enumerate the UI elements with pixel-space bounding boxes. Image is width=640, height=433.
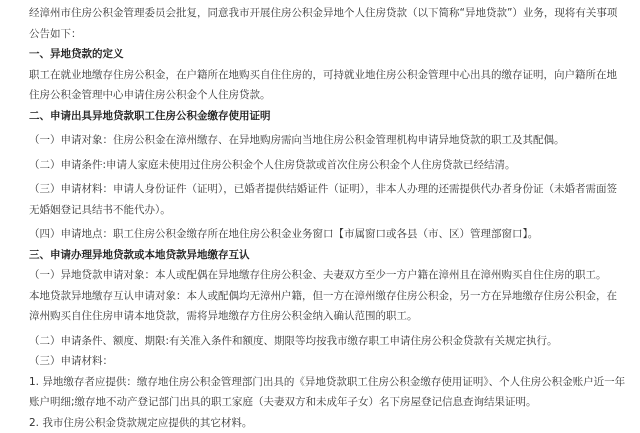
announcement-document xyxy=(0,3,640,417)
section-2-item-2: （二）申请条件:申请人家庭未使用过住房公积金个人住房贷款或首次住房公积金个人住房贷款已经结清。 xyxy=(7,155,626,176)
section-3-item-3: （二）申请条件、额度、期限:有关准入条件和额度、期限等均按我市缴存职工申请住房公积金贷款有关规定执行。 xyxy=(7,331,626,352)
section-1-heading: 一、异地贷款的定义 xyxy=(7,44,626,65)
section-2-item-3: （三）申请材料：申请人身份证件（证明），已婚者提供结婚证件（证明），非本人办理的还需提供代办者身份证（未婚者需面签无婚姻登记具结书不能代办）。 xyxy=(7,179,626,220)
section-3-item-1: （一）异地贷款申请对象：本人或配偶在异地缴存住房公积金、夫妻双方至少一方户籍在漳州且在漳州购买自住住房的职工。 xyxy=(7,265,626,286)
section-3-item-2: 本地贷款异地缴存互认申请对象：本人或配偶均无漳州户籍，但一方在漳州缴存住房公积金，另一方在异地缴存住房公积金，在漳州购买自住住房申请本地贷款，需将异地缴存方住房公积金纳入确认范围的职工。 xyxy=(7,286,626,327)
section-2-heading: 二、申请出具异地贷款职工住房公积金缴存使用证明 xyxy=(7,106,626,127)
section-3-heading: 三、申请办理异地贷款或本地贷款异地缴存互认 xyxy=(7,245,626,266)
intro-paragraph: 经漳州市住房公积金管理委员会批复，同意我市开展住房公积金异地个人住房贷款（以下简称“异地贷款”）业务，现将有关事项公告如下： xyxy=(7,3,626,44)
section-2-item-4: （四）申请地点：职工住房公积金缴存所在地住房公积金业务窗口【市属窗口或各县（市、区）管理部窗口】。 xyxy=(7,224,626,245)
section-3-item-5: 1. 异地缴存者应提供：缴存地住房公积金管理部门出具的《异地贷款职工住房公积金缴存使用证明》、个人住房公积金账户近一年账户明细;缴存地不动产登记部门出具的职工家庭（夫妻双方和未成年子女）名下房屋登记信息查询结果证明。 xyxy=(7,372,626,413)
section-3-item-4: （三）申请材料： xyxy=(7,351,626,372)
section-1-body: 职工在就业地缴存住房公积金，在户籍所在地购买自住住房的，可持就业地住房公积金管理中心出具的缴存证明，向户籍所在地住房公积金管理中心申请住房公积金个人住房贷款。 xyxy=(7,65,626,106)
section-3-item-6: 2. 我市住房公积金贷款规定应提供的其它材料。 xyxy=(7,413,626,433)
section-2-item-1: （一）申请对象：住房公积金在漳州缴存、在异地购房需向当地住房公积金管理机构申请异地贷款的职工及其配偶。 xyxy=(7,130,626,151)
